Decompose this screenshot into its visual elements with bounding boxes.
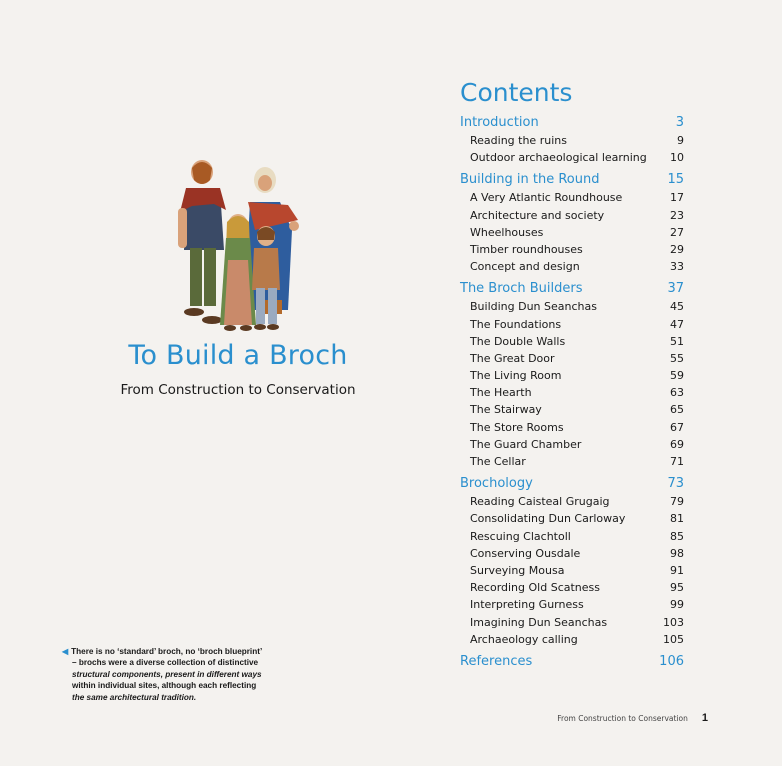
toc-entry-page: 85	[670, 529, 684, 543]
toc-section-page: 37	[667, 281, 684, 297]
toc-section-page: 3	[675, 115, 684, 130]
toc-section-title: Building in the Round	[460, 172, 600, 188]
page-number: 1	[701, 712, 708, 724]
toc-entry[interactable]	[460, 384, 684, 401]
toc-entry-title: Archaeology calling	[470, 632, 578, 646]
toc-entry-page: 47	[670, 317, 684, 331]
toc-entry[interactable]	[460, 401, 684, 418]
toc-section-heading[interactable]	[460, 114, 684, 132]
toc-entry-title: The Store Rooms	[470, 420, 564, 434]
toc-entry[interactable]	[460, 316, 684, 333]
footer-running-title: From Construction to Conservation	[557, 714, 688, 723]
toc-entry-page: 45	[670, 300, 684, 314]
toc-entry-page: 29	[670, 242, 684, 256]
toc-entry-page: 71	[670, 455, 684, 468]
toc-section-page: 73	[667, 476, 684, 492]
toc-entry[interactable]	[460, 207, 684, 224]
toc-section-heading[interactable]	[460, 171, 684, 189]
toc-entry[interactable]	[460, 510, 684, 527]
toc-entry-page: 81	[670, 512, 684, 526]
toc-entry-page: 33	[670, 260, 684, 274]
toc-section	[460, 653, 684, 671]
toc-entry-title: The Double Walls	[470, 334, 566, 348]
caption-line: – brochs were a diverse collection of distinctive	[72, 658, 259, 668]
toc-entry-page: 67	[670, 420, 684, 434]
left-pointer-triangle-icon: ◀	[62, 647, 69, 656]
caption-line: structural components, present in different ways	[72, 669, 262, 679]
toc-section-heading[interactable]	[460, 280, 684, 298]
toc-entry-page: 10	[670, 151, 684, 165]
toc-entry-page: 17	[670, 191, 684, 205]
caption-line: within individual sites, although each reflecting	[72, 681, 257, 691]
toc-entry-title: Reading Caisteal Grugaig	[470, 495, 610, 509]
iron-age-family-illustration	[170, 150, 310, 335]
toc-entry-title: Imagining Dun Seanchas	[470, 615, 608, 629]
toc-entry-title: Surveying Mousa	[470, 563, 565, 577]
toc-entry-page: 55	[670, 351, 684, 365]
book-title: To Build a Broch	[128, 340, 348, 371]
toc-section-title: References	[460, 653, 533, 669]
toc-entry[interactable]	[460, 132, 684, 149]
toc-entry[interactable]	[460, 436, 684, 453]
toc-entry[interactable]	[460, 224, 684, 241]
toc-entry-page: 95	[670, 581, 684, 595]
toc-entry-page: 103	[663, 615, 684, 629]
toc-entry-title: Architecture and society	[470, 208, 605, 222]
toc-entry[interactable]	[460, 614, 684, 631]
toc-entry-title: Interpreting Gurness	[470, 598, 584, 612]
toc-entry[interactable]	[460, 453, 684, 470]
toc-entry-page: 9	[677, 134, 684, 147]
toc-entry-title: Rescuing Clachtoll	[470, 529, 571, 543]
toc-entry-page: 23	[670, 208, 684, 222]
toc-entry[interactable]	[460, 333, 684, 350]
toc-entry-page: 27	[670, 225, 684, 239]
toc-entry-title: The Living Room	[470, 369, 562, 383]
toc-entry-title: Reading the ruins	[470, 134, 567, 147]
toc-section-title: Introduction	[460, 115, 539, 130]
toc-entry[interactable]	[460, 149, 684, 166]
toc-entry-title: Consolidating Dun Carloway	[470, 512, 626, 526]
man-figure	[178, 160, 226, 324]
toc-entry-title: The Foundations	[470, 317, 562, 331]
toc-entry-page: 98	[670, 546, 684, 560]
toc-section-heading[interactable]	[460, 475, 684, 493]
toc-section-title: Brochology	[460, 476, 533, 492]
toc-entry[interactable]	[460, 298, 684, 315]
toc-entry-title: Recording Old Scatness	[470, 581, 600, 595]
table-of-contents	[460, 114, 684, 676]
toc-section	[460, 171, 684, 275]
book-subtitle: From Construction to Conservation	[120, 382, 356, 398]
toc-entry-title: Wheelhouses	[470, 225, 544, 239]
toc-entry[interactable]	[460, 493, 684, 510]
toc-entry-title: The Stairway	[470, 403, 542, 417]
toc-entry[interactable]	[460, 631, 684, 648]
toc-entry-page: 79	[670, 495, 684, 509]
toc-entry-page: 63	[670, 386, 684, 400]
toc-entry-page: 99	[670, 598, 684, 612]
caption-line: ◀ There is no ‘standard’ broch, no ‘broch blueprint’	[62, 647, 263, 656]
toc-entry-page: 105	[663, 632, 684, 646]
toc-entry[interactable]	[460, 579, 684, 596]
contents-heading: Contents	[460, 78, 573, 107]
toc-entry[interactable]	[460, 350, 684, 367]
toc-entry-page: 65	[670, 403, 684, 417]
toc-entry[interactable]	[460, 528, 684, 545]
toc-entry-title: Conserving Ousdale	[470, 546, 581, 560]
toc-entry[interactable]	[460, 596, 684, 613]
toc-entry-title: Concept and design	[470, 260, 580, 274]
toc-entry[interactable]	[460, 545, 684, 562]
toc-section-page: 15	[667, 172, 684, 188]
toc-entry[interactable]	[460, 562, 684, 579]
toc-entry-title: Building Dun Seanchas	[470, 300, 597, 314]
toc-entry[interactable]	[460, 419, 684, 436]
toc-section	[460, 114, 684, 166]
toc-section-page: 106	[659, 653, 684, 669]
toc-entry[interactable]	[460, 241, 684, 258]
toc-section	[460, 475, 684, 648]
toc-entry-title: The Cellar	[470, 455, 526, 468]
page-footer	[557, 712, 708, 724]
caption-line: the same architectural tradition.	[72, 692, 197, 702]
toc-entry-page: 69	[670, 437, 684, 451]
toc-section-heading[interactable]	[460, 653, 684, 671]
toc-entry-title: Timber roundhouses	[470, 242, 583, 256]
toc-entry-page: 91	[670, 563, 684, 577]
toc-entry-title: Outdoor archaeological learning	[470, 151, 647, 165]
toc-section	[460, 280, 684, 470]
toc-entry[interactable]	[460, 189, 684, 206]
toc-entry-title: The Guard Chamber	[470, 437, 582, 451]
toc-entry-title: The Hearth	[470, 386, 532, 400]
toc-entry-page: 59	[670, 369, 684, 383]
toc-entry[interactable]	[460, 258, 684, 275]
toc-entry-title: The Great Door	[470, 351, 555, 365]
toc-entry-page: 51	[670, 334, 684, 348]
toc-entry[interactable]	[460, 367, 684, 384]
toc-section-title: The Broch Builders	[460, 281, 583, 297]
toc-entry-title: A Very Atlantic Roundhouse	[470, 191, 623, 205]
illustration-caption	[62, 646, 292, 703]
